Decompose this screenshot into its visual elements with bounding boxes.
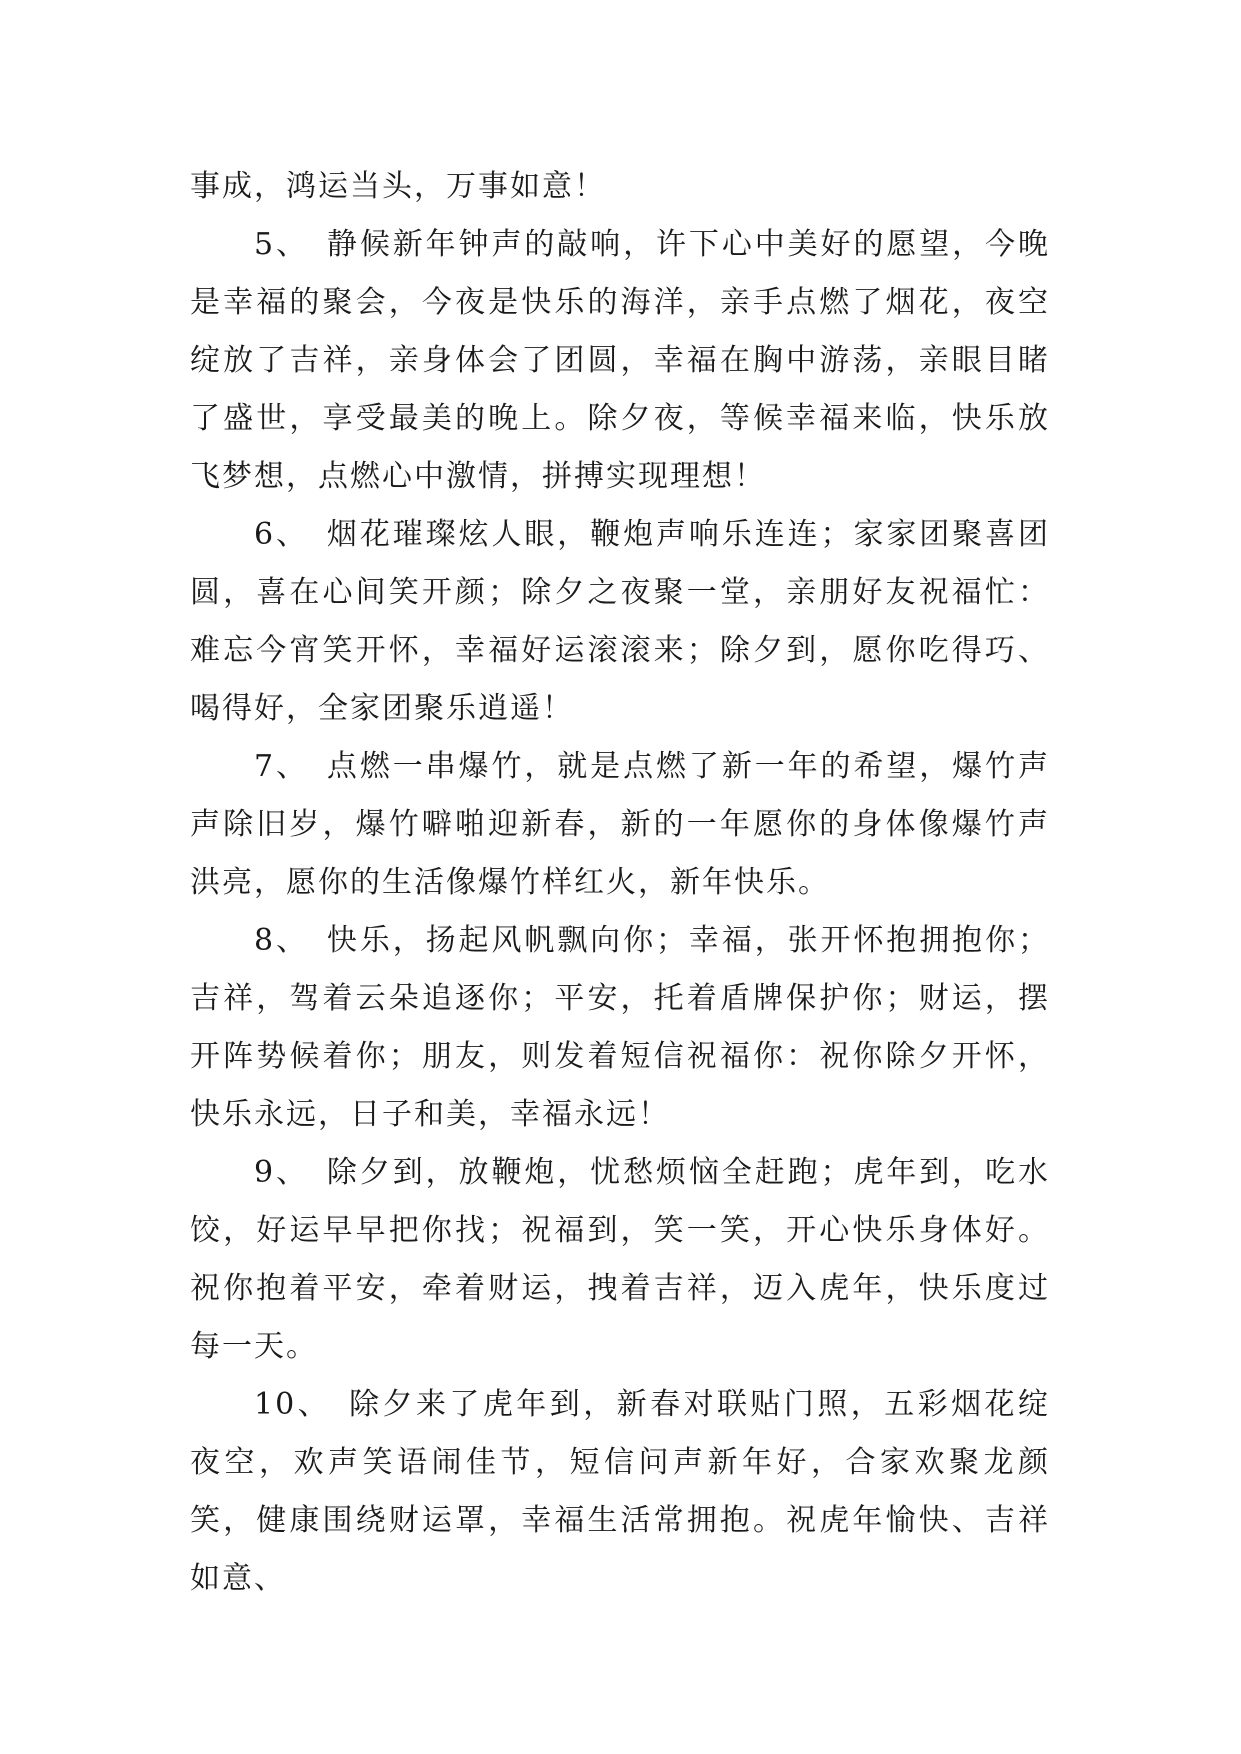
paragraph-9 [190, 1144, 1050, 1376]
paragraph-text: 事成，鸿运当头，万事如意！ [190, 169, 606, 204]
paragraph-text: 除夕来了虎年到，新春对联贴门照，五彩烟花绽夜空，欢声笑语闹佳节，短信问声新年好，合家欢聚龙颜笑，健康围绕财运罩，幸福生活常拥抱。祝虎年愉快、吉祥如意、 [190, 1387, 1050, 1596]
paragraph-text: 除夕到，放鞭炮，忧愁烦恼全赶跑；虎年到，吃水饺，好运早早把你找；祝福到，笑一笑，开心快乐身体好。祝你抱着平安，牵着财运，拽着吉祥，迈入虎年，快乐度过每一天。 [190, 1155, 1050, 1364]
paragraph-8 [190, 912, 1050, 1144]
paragraph-10 [190, 1376, 1050, 1608]
paragraph-number: 8、 [254, 923, 309, 958]
paragraph-number: 5、 [254, 227, 309, 262]
document-body [190, 158, 1050, 1608]
paragraph-text: 静候新年钟声的敲响，许下心中美好的愿望，今晚是幸福的聚会，今夜是快乐的海洋，亲手点燃了烟花，夜空绽放了吉祥，亲身体会了团圆，幸福在胸中游荡，亲眼目睹了盛世，享受最美的晚上。除夕夜，等候幸福来临，快乐放飞梦想，点燃心中激情，拼搏实现理想！ [190, 227, 1050, 494]
paragraph-number: 7、 [254, 749, 309, 784]
paragraph-7 [190, 738, 1050, 912]
paragraph-number: 6、 [254, 517, 309, 552]
paragraph-number: 10、 [254, 1387, 332, 1422]
paragraph-6 [190, 506, 1050, 738]
paragraph-continuation [190, 158, 1050, 216]
paragraph-text: 烟花璀璨炫人眼，鞭炮声响乐连连；家家团聚喜团圆，喜在心间笑开颜；除夕之夜聚一堂，亲朋好友祝福忙：难忘今宵笑开怀，幸福好运滚滚来；除夕到，愿你吃得巧、喝得好，全家团聚乐逍遥！ [190, 517, 1050, 726]
paragraph-number: 9、 [254, 1155, 309, 1190]
paragraph-text: 点燃一串爆竹，就是点燃了新一年的希望，爆竹声声除旧岁，爆竹噼啪迎新春，新的一年愿你的身体像爆竹声洪亮，愿你的生活像爆竹样红火，新年快乐。 [190, 749, 1050, 900]
paragraph-text: 快乐，扬起风帆飘向你；幸福，张开怀抱拥抱你；吉祥，驾着云朵追逐你；平安，托着盾牌保护你；财运，摆开阵势候着你；朋友，则发着短信祝福你：祝你除夕开怀，快乐永远，日子和美，幸福永远！ [190, 923, 1050, 1132]
paragraph-5 [190, 216, 1050, 506]
